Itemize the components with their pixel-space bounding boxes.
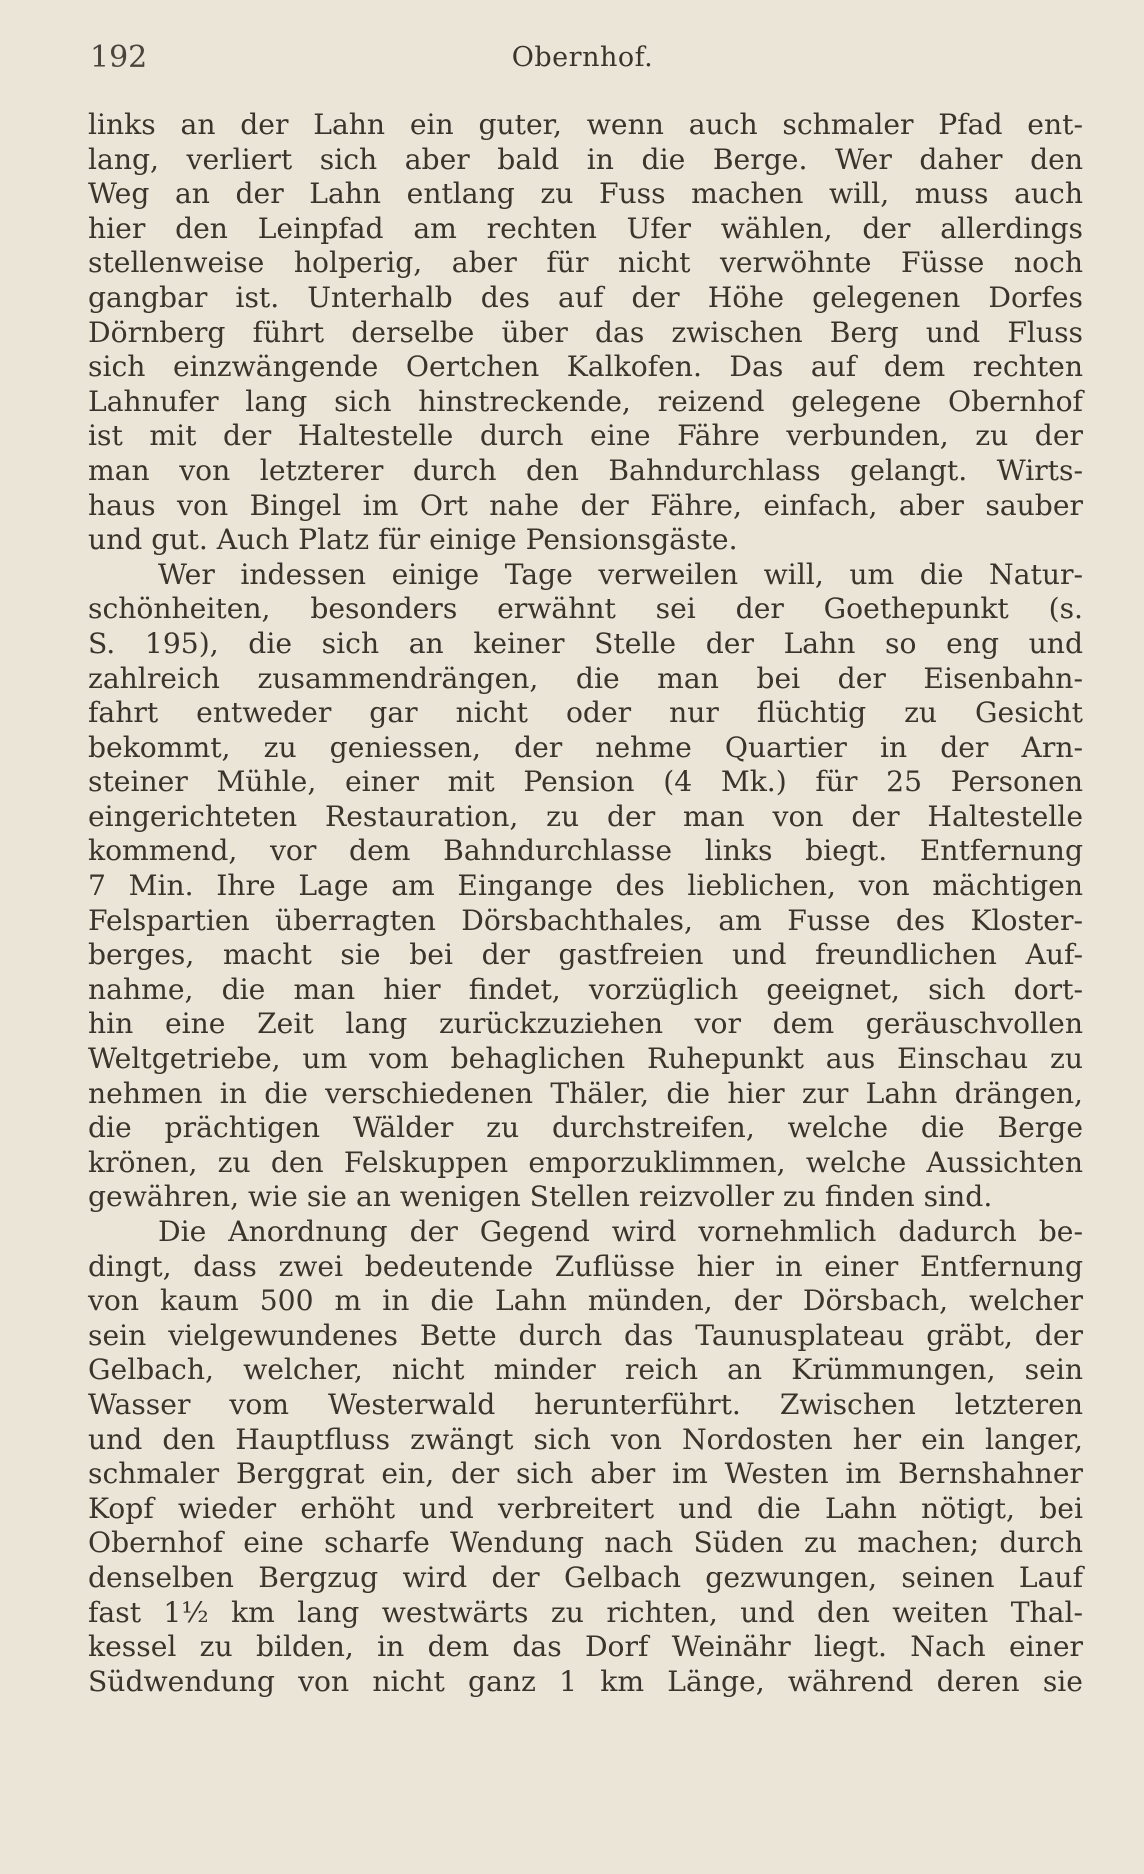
text-line: denselben Bergzug wird der Gelbach gezwungen, seinen Lauf (88, 1560, 1083, 1594)
page-header (90, 40, 1075, 80)
text-line: man von letzterer durch den Bahndurchlass gelangt. Wirts- (88, 453, 1083, 487)
text-line: die prächtigen Wälder zu durchstreifen, welche die Berge (88, 1111, 1083, 1145)
text-line: Gelbach, welcher, nicht minder reich an Krümmungen, sein (88, 1353, 1083, 1387)
text-line: Weg an der Lahn entlang zu Fuss machen will, muss auch (88, 177, 1083, 211)
text-line: Wasser vom Westerwald herunterführt. Zwischen letzteren (88, 1387, 1083, 1421)
text-line: haus von Bingel im Ort nahe der Fähre, einfach, aber sauber (88, 488, 1083, 522)
text-line: und gut. Auch Platz für einige Pensionsgäste. (88, 523, 738, 557)
text-line: links an der Lahn ein guter, wenn auch schmaler Pfad ent- (88, 108, 1083, 141)
text-line: Weltgetriebe, um vom behaglichen Ruhepunkt aus Einschau zu (88, 1042, 1083, 1076)
text-line: sich einzwängende Oertchen Kalkofen. Das auf dem rechten (88, 350, 1083, 384)
text-line: kommend, vor dem Bahndurchlasse links biegt. Entfernung (88, 834, 1083, 868)
text-line: Felspartien überragten Dörsbachthales, am Fusse des Kloster- (88, 903, 1083, 937)
text-line: kessel zu bilden, in dem das Dorf Weinähr liegt. Nach einer (88, 1630, 1083, 1664)
text-line: ist mit der Haltestelle durch eine Fähre verbunden, zu der (88, 419, 1083, 453)
text-line: eingerichteten Restauration, zu der man von der Haltestelle (88, 799, 1083, 833)
text-line: bekommt, zu geniessen, der nehme Quartier in der Arn- (88, 730, 1083, 764)
text-line: krönen, zu den Felskuppen emporzuklimmen, welche Aussichten (88, 1145, 1083, 1179)
text-line: schönheiten, besonders erwähnt sei der Goethepunkt (s. (88, 592, 1083, 626)
text-line: fast 1½ km lang westwärts zu richten, und den weiten Thal- (88, 1595, 1083, 1629)
text-line: hier den Leinpfad am rechten Ufer wählen, der allerdings (88, 211, 1083, 245)
text-line: gangbar ist. Unterhalb des auf der Höhe gelegenen Dorfes (88, 280, 1083, 314)
text-line: zahlreich zusammendrängen, die man bei der Eisenbahn- (88, 661, 1083, 695)
text-line: S. 195), die sich an keiner Stelle der Lahn so eng und (88, 626, 1083, 660)
text-line: hin eine Zeit lang zurückzuziehen vor dem geräuschvollen (88, 1007, 1083, 1041)
text-line: Kopf wieder erhöht und verbreitert und die Lahn nötigt, bei (88, 1491, 1083, 1525)
text-line: berges, macht sie bei der gastfreien und freundlichen Auf- (88, 938, 1083, 972)
text-line: lang, verliert sich aber bald in die Berge. Wer daher den (88, 142, 1083, 176)
body-text (88, 108, 1083, 1699)
text-line: fahrt entweder gar nicht oder nur flüchtig zu Gesicht (88, 696, 1083, 730)
running-title: Obernhof. (511, 42, 654, 73)
text-line: gewähren, wie sie an wenigen Stellen reizvoller zu finden sind. (88, 1180, 993, 1214)
text-line: Die Anordnung der Gegend wird vornehmlich dadurch be- (158, 1215, 1083, 1248)
text-line: stellenweise holperig, aber für nicht verwöhnte Füsse noch (88, 246, 1083, 280)
text-line: von kaum 500 m in die Lahn münden, der Dörsbach, welcher (88, 1284, 1083, 1318)
text-line: nehmen in die verschiedenen Thäler, die hier zur Lahn drängen, (88, 1076, 1083, 1110)
text-line: Lahnufer lang sich hinstreckende, reizend gelegene Obernhof (88, 384, 1083, 418)
text-line: Wer indessen einige Tage verweilen will, um die Natur- (158, 557, 1083, 591)
text-line: steiner Mühle, einer mit Pension (4 Mk.) für 25 Personen (88, 765, 1083, 799)
text-line: 7 Min. Ihre Lage am Eingange des lieblichen, von mächtigen (88, 869, 1083, 903)
text-line: dingt, dass zwei bedeutende Zuflüsse hier in einer Entfernung (88, 1249, 1083, 1283)
text-line: Obernhof eine scharfe Wendung nach Süden zu machen; durch (88, 1526, 1083, 1560)
page-number: 192 (90, 40, 148, 75)
text-line: Dörnberg führt derselbe über das zwischen Berg und Fluss (88, 315, 1083, 349)
text-line: nahme, die man hier findet, vorzüglich geeignet, sich dort- (88, 972, 1083, 1006)
text-line: Südwendung von nicht ganz 1 km Länge, während deren sie (88, 1664, 1083, 1698)
text-line: und den Hauptfluss zwängt sich von Nordosten her ein langer, (88, 1422, 1083, 1456)
text-line: schmaler Berggrat ein, der sich aber im Westen im Bernshahner (88, 1457, 1083, 1491)
text-line: sein vielgewundenes Bette durch das Taunusplateau gräbt, der (88, 1318, 1083, 1352)
